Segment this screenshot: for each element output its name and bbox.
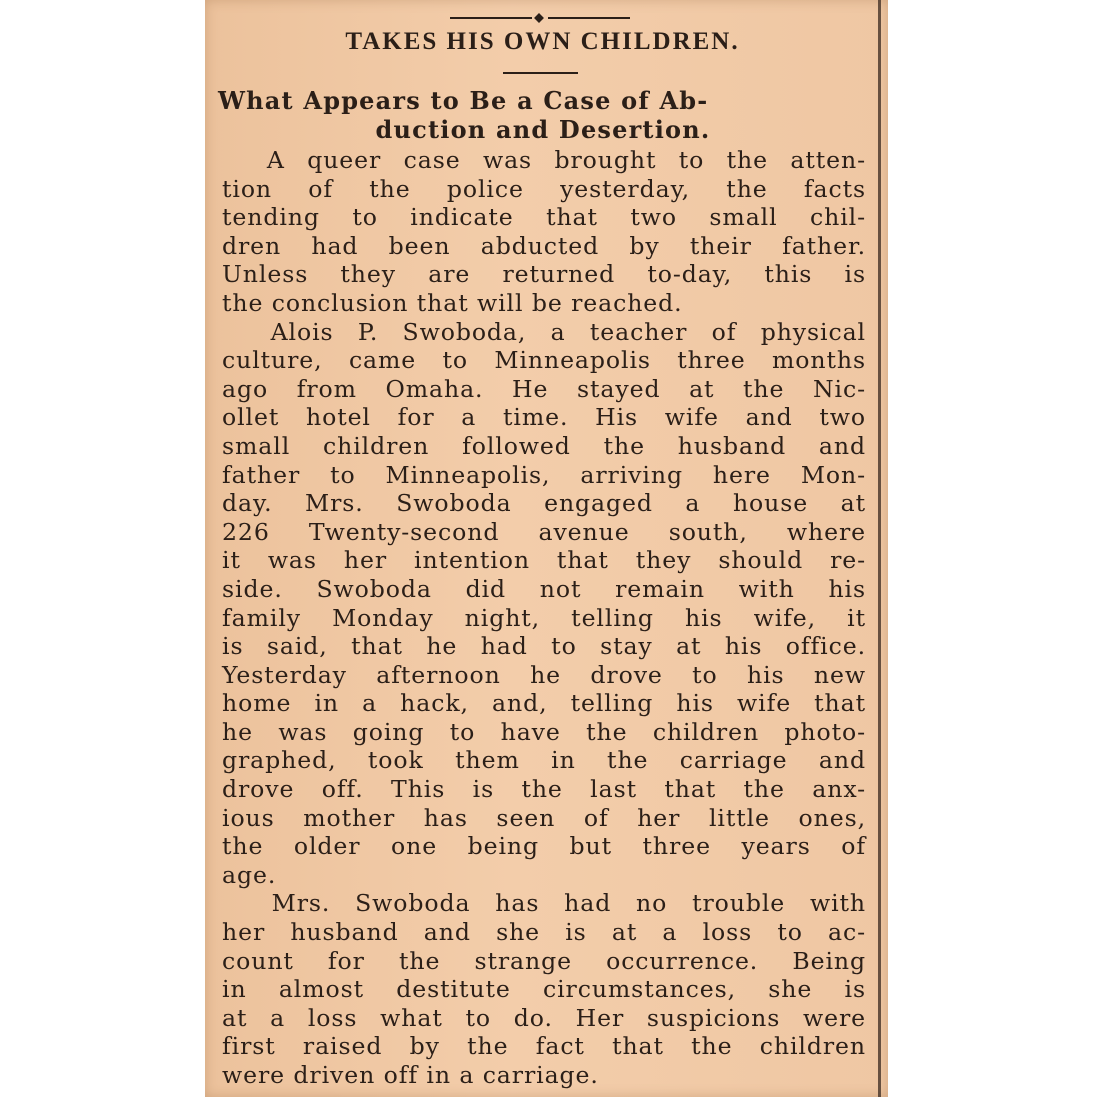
article-line: her husband and she is at a loss to ac- bbox=[222, 918, 866, 947]
article-line: small children followed the husband and bbox=[222, 431, 866, 460]
article-line: ollet hotel for a time. His wife and two bbox=[222, 403, 866, 432]
article-line: 226 Twenty-second avenue south, where bbox=[222, 517, 866, 546]
article-line: dren had been abducted by their father. bbox=[222, 231, 866, 260]
article-line: age. bbox=[222, 860, 277, 889]
article-line: tion of the police yesterday, the facts bbox=[222, 174, 866, 203]
article-line: side. Swoboda did not remain with his bbox=[222, 574, 866, 603]
article-line: first raised by the fact that the children bbox=[222, 1032, 866, 1061]
ornamental-rule bbox=[450, 13, 630, 23]
article-line: tending to indicate that two small chil- bbox=[222, 203, 866, 232]
article-line: it was her intention that they should re- bbox=[222, 546, 866, 575]
article-body bbox=[222, 146, 866, 1090]
article-line: at a loss what to do. Her suspicions were bbox=[222, 1003, 866, 1032]
article-line: the conclusion that will be reached. bbox=[222, 288, 683, 317]
subheadline-line: duction and Desertion. bbox=[375, 115, 711, 144]
article-line: graphed, took them in the carriage and bbox=[222, 746, 866, 775]
column-rule bbox=[878, 0, 881, 1097]
subheadline-line: What Appears to Be a Case of Ab- bbox=[218, 86, 709, 115]
ornament-right-line bbox=[548, 17, 630, 19]
ornament-left-line bbox=[450, 17, 532, 19]
article-line: in almost destitute circumstances, she is bbox=[222, 975, 866, 1004]
subheadline bbox=[218, 86, 868, 144]
article-line: Yesterday afternoon he drove to his new bbox=[222, 660, 866, 689]
article-line: ago from Omaha. He stayed at the Nic- bbox=[222, 374, 866, 403]
article-line: is said, that he had to stay at his office. bbox=[222, 632, 866, 661]
headline: TAKES HIS OWN CHILDREN. bbox=[345, 28, 740, 55]
article-line: were driven off in a carriage. bbox=[222, 1061, 599, 1089]
article-line: ious mother has seen of her little ones, bbox=[222, 803, 866, 832]
article-line: Unless they are returned to-day, this is bbox=[222, 260, 866, 289]
article-line: day. Mrs. Swoboda engaged a house at bbox=[222, 489, 866, 518]
article-line: father to Minneapolis, arriving here Mon- bbox=[222, 460, 866, 489]
article-line: drove off. This is the last that the anx- bbox=[222, 775, 866, 804]
article-line: Mrs. Swoboda has had no trouble with bbox=[222, 889, 866, 918]
article-line: count for the strange occurrence. Being bbox=[222, 946, 866, 975]
article-line: the older one being but three years of bbox=[222, 832, 866, 861]
ornament-dot bbox=[534, 13, 544, 23]
article-line: Alois P. Swoboda, a teacher of physical bbox=[222, 317, 866, 346]
article-line: he was going to have the children photo- bbox=[222, 717, 866, 746]
article-line: home in a hack, and, telling his wife that bbox=[222, 689, 866, 718]
headline-divider bbox=[503, 72, 578, 74]
article-line: culture, came to Minneapolis three months bbox=[222, 346, 866, 375]
article-line: A queer case was brought to the atten- bbox=[222, 146, 866, 174]
article-line: family Monday night, telling his wife, it bbox=[222, 603, 866, 632]
